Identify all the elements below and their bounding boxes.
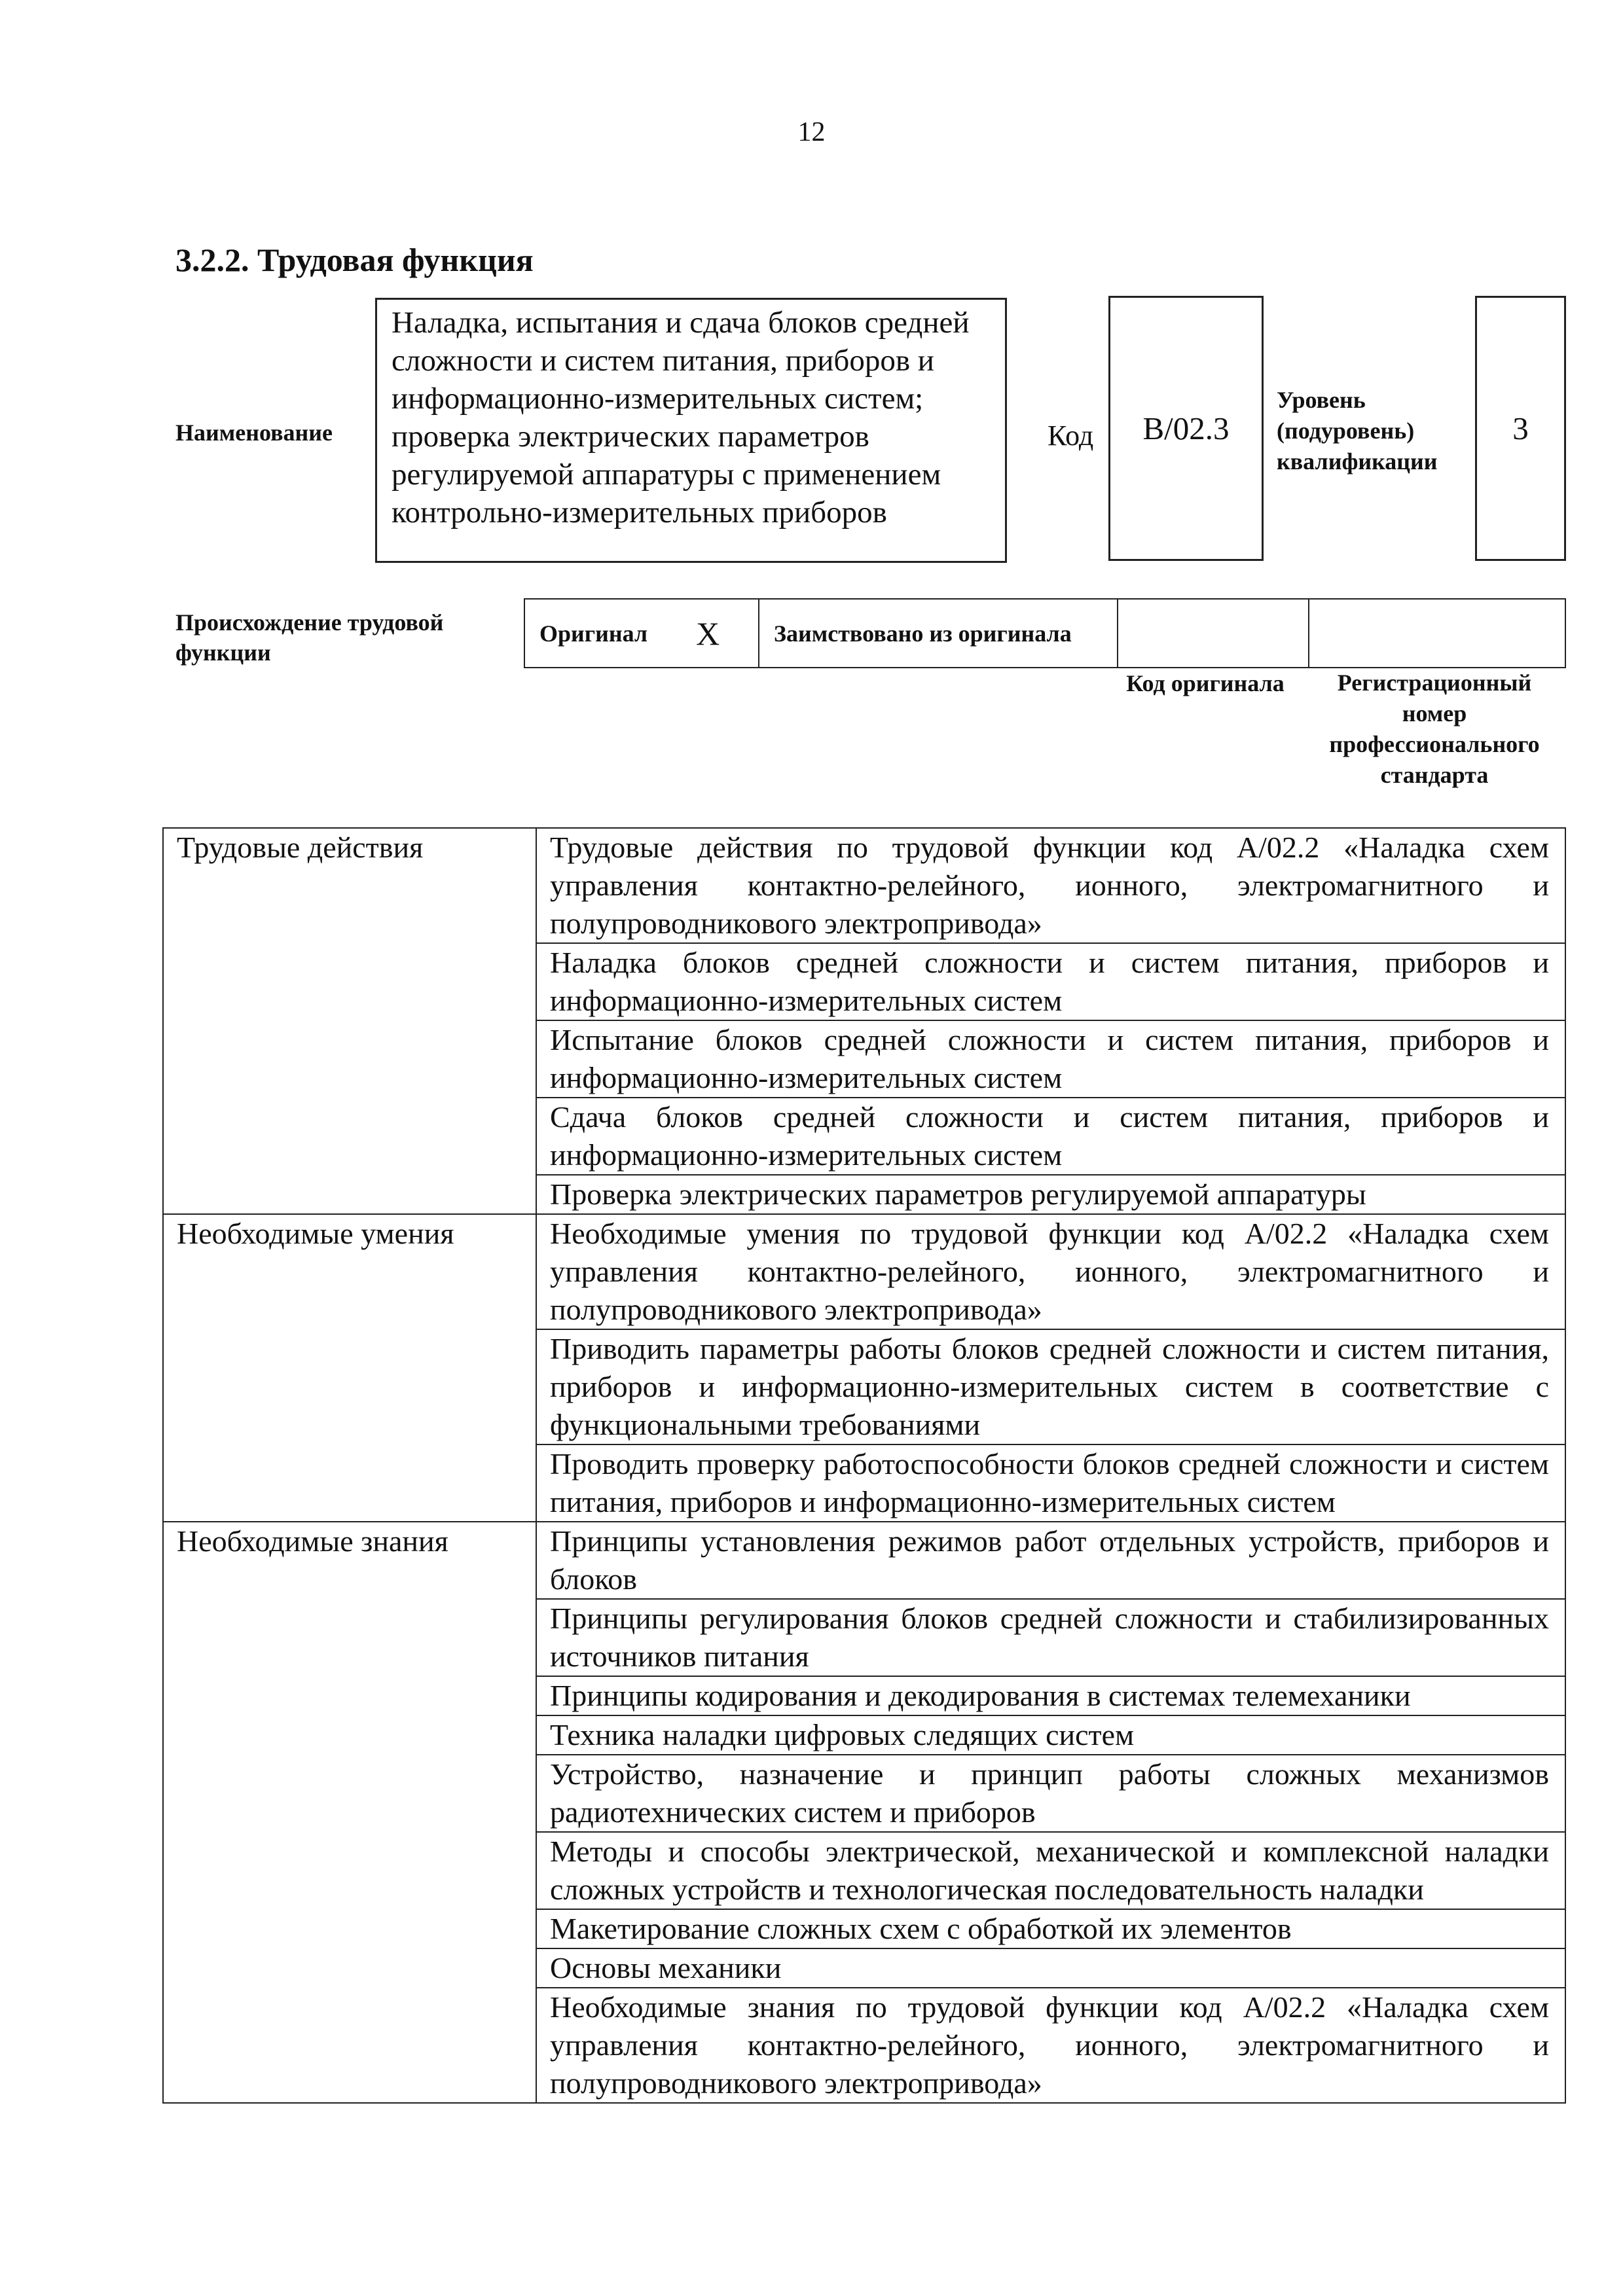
section-item: Приводить параметры работы блоков средней сложности и систем питания, приборов и информационно-измерительных систем в соответствие с функциональными требованиями xyxy=(536,1329,1565,1444)
name-box xyxy=(375,298,1007,563)
origin-original-cell xyxy=(525,600,759,667)
origin-label-text: Происхождение трудовой функции xyxy=(175,609,444,666)
origin-original-mark: X xyxy=(696,615,720,652)
origin-code-cell xyxy=(1118,600,1309,667)
table-row xyxy=(163,1214,1565,1329)
section-item: Макетирование сложных схем с обработкой их элементов xyxy=(536,1909,1565,1948)
origin-borrowed-label: Заимствовано из оригинала xyxy=(774,620,1072,647)
level-value: 3 xyxy=(1475,296,1566,561)
origin-reg-caption: Регистрационный номер профессионального стандарта xyxy=(1329,670,1540,788)
origin-borrowed-cell xyxy=(759,600,1118,667)
level-label xyxy=(1277,385,1438,477)
code-label: Код xyxy=(1048,420,1094,452)
section-item: Необходимые умения по трудовой функции код A/02.2 «Наладка схем управления контактно-релейного, ионного, электромагнитного и полупроводникового электропривода» xyxy=(536,1214,1565,1329)
page-number: 12 xyxy=(797,117,826,147)
section-item: Сдача блоков средней сложности и систем питания, приборов и информационно-измерительных систем xyxy=(536,1098,1565,1175)
function-table xyxy=(162,827,1566,2104)
section-title: Необходимые знания xyxy=(163,1522,536,2103)
level-label-line: (подуровень) xyxy=(1277,418,1415,444)
section-item: Основы механики xyxy=(536,1948,1565,1988)
level-label-line: Уровень xyxy=(1277,387,1366,413)
section-item: Проводить проверку работоспособности блоков средней сложности и систем питания, приборов и информационно-измерительных систем xyxy=(536,1444,1565,1522)
table-row xyxy=(163,1522,1565,1599)
name-label: Наименование xyxy=(175,420,333,446)
level-label-line: квалификации xyxy=(1277,448,1438,475)
code-value: B/02.3 xyxy=(1108,296,1264,561)
section-heading: 3.2.2. Трудовая функция xyxy=(175,242,534,278)
section-item: Наладка блоков средней сложности и систем питания, приборов и информационно-измерительных систем xyxy=(536,943,1565,1020)
section-item: Методы и способы электрической, механической и комплексной наладки сложных устройств и технологическая последовательность наладки xyxy=(536,1832,1565,1909)
section-item: Принципы установления режимов работ отдельных устройств, приборов и блоков xyxy=(536,1522,1565,1599)
section-item: Устройство, назначение и принцип работы сложных механизмов радиотехнических систем и приборов xyxy=(536,1755,1565,1832)
section-item: Испытание блоков средней сложности и систем питания, приборов и информационно-измерительных систем xyxy=(536,1020,1565,1098)
origin-code-caption: Код оригинала xyxy=(1126,670,1285,696)
name-value: Наладка, испытания и сдача блоков средней сложности и систем питания, приборов и информационно-измерительных систем; проверка электрических параметров регулируемой аппаратуры с применением контрольно-измерительных приборов xyxy=(392,306,970,529)
section-title: Необходимые умения xyxy=(163,1214,536,1522)
section-item: Трудовые действия по трудовой функции код A/02.2 «Наладка схем управления контактно-релейного, ионного, электромагнитного и полупроводникового электропривода» xyxy=(536,828,1565,943)
section-item: Принципы регулирования блоков средней сложности и стабилизированных источников питания xyxy=(536,1599,1565,1676)
section-item: Принципы кодирования и декодирования в системах телемеханики xyxy=(536,1676,1565,1715)
origin-label xyxy=(175,607,503,668)
origin-original-label: Оригинал xyxy=(539,620,648,647)
section-title: Трудовые действия xyxy=(163,828,536,1214)
section-item: Техника наладки цифровых следящих систем xyxy=(536,1715,1565,1755)
section-item: Проверка электрических параметров регулируемой аппаратуры xyxy=(536,1175,1565,1214)
origin-table xyxy=(524,598,1566,668)
origin-reg-cell xyxy=(1309,600,1565,667)
table-row xyxy=(163,828,1565,943)
section-item: Необходимые знания по трудовой функции код A/02.2 «Наладка схем управления контактно-релейного, ионного, электромагнитного и полупроводникового электропривода» xyxy=(536,1988,1565,2103)
